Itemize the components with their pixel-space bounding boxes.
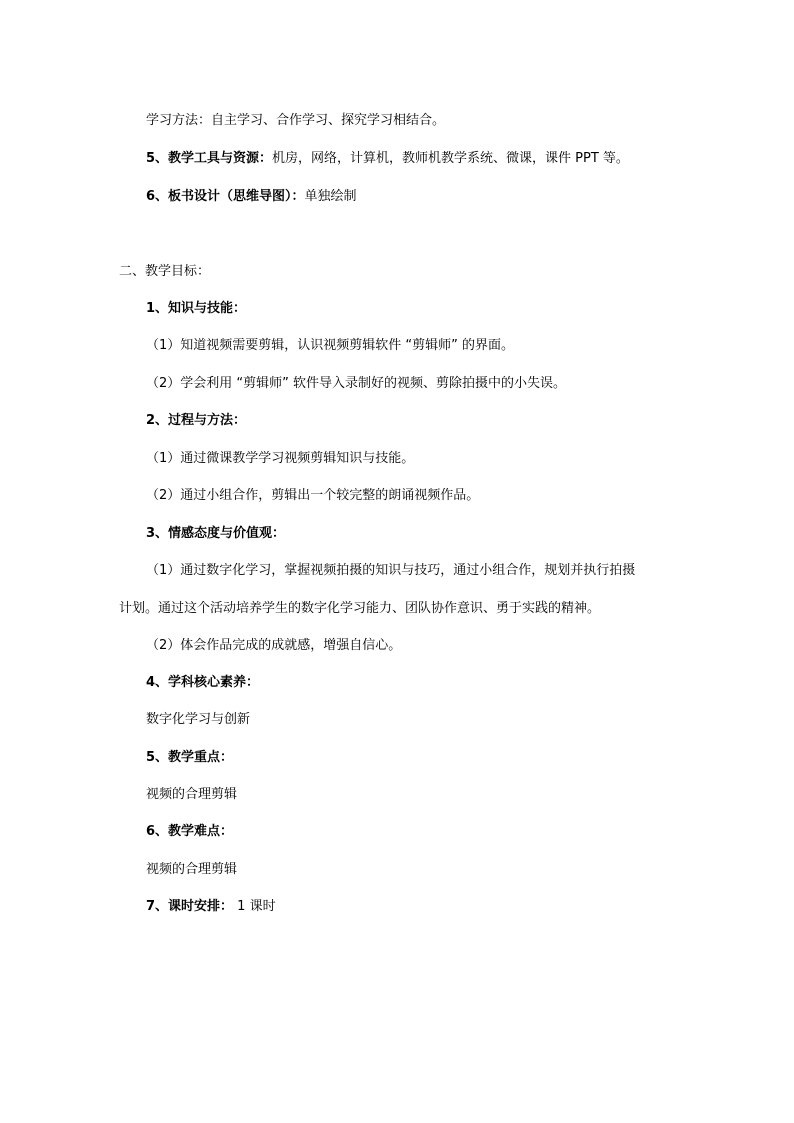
body-text: 单独绘制 — [304, 189, 357, 204]
body-text: 1 课时 — [233, 899, 276, 914]
bold-text: 7、课时安排： — [146, 899, 234, 914]
bold-text: 6、教学难点： — [146, 824, 234, 839]
body-text: 视频的合理剪辑 — [146, 862, 238, 877]
bold-text: 5、教学重点： — [146, 750, 234, 765]
document-line — [146, 449, 414, 469]
bold-text: 1、知识与技能： — [146, 301, 247, 316]
document-line — [146, 486, 479, 506]
document-line — [146, 673, 259, 693]
document-line — [146, 710, 250, 730]
bold-text: 6、板书设计（思维导图）： — [146, 189, 305, 204]
document-line — [146, 111, 445, 131]
body-text: （1）知道视频需要剪辑，认识视频剪辑软件 “剪辑师” 的界面。 — [146, 338, 515, 353]
document-line — [146, 524, 285, 544]
bold-text: 2、过程与方法： — [146, 413, 247, 428]
body-text: （2）通过小组合作，剪辑出一个较完整的朗诵视频作品。 — [146, 488, 480, 503]
document-line — [146, 897, 276, 917]
body-text: 学习方法：自主学习、合作学习、探究学习相结合。 — [146, 113, 446, 128]
document-line — [146, 748, 233, 768]
document-line — [146, 411, 246, 431]
bold-text: 4、学科核心素养： — [146, 675, 260, 690]
body-text: （2）学会利用 “剪辑师” 软件导入录制好的视频、剪除拍摄中的小失误。 — [146, 376, 567, 391]
document-line — [146, 561, 635, 581]
document-line — [146, 636, 401, 656]
document-line — [146, 336, 514, 356]
document-line — [146, 822, 233, 842]
document-line — [119, 599, 600, 619]
body-text: （1）通过数字化学习，掌握视频拍摄的知识与技巧，通过小组合作，规划并执行拍摄 — [146, 563, 636, 578]
body-text: 机房，网络，计算机，教师机教学系统、微课，课件 PPT 等。 — [272, 151, 629, 166]
bold-text: 3、情感态度与价值观： — [146, 526, 286, 541]
document-line — [146, 785, 237, 805]
body-text: 计划。通过这个活动培养学生的数字化学习能力、团队协作意识、勇于实践的精神。 — [119, 601, 601, 616]
body-text: （1）通过微课教学学习视频剪辑知识与技能。 — [146, 451, 415, 466]
body-text: 数字化学习与创新 — [146, 712, 251, 727]
document-line — [146, 374, 566, 394]
document-line — [146, 149, 629, 169]
document-line — [146, 187, 357, 207]
body-text: （2）体会作品完成的成就感，增强自信心。 — [146, 638, 402, 653]
body-text: 二、教学目标： — [119, 264, 211, 279]
document-line — [119, 262, 210, 282]
body-text: 视频的合理剪辑 — [146, 787, 238, 802]
document-line — [146, 299, 246, 319]
document-line — [146, 860, 237, 880]
bold-text: 5、教学工具与资源： — [146, 151, 273, 166]
